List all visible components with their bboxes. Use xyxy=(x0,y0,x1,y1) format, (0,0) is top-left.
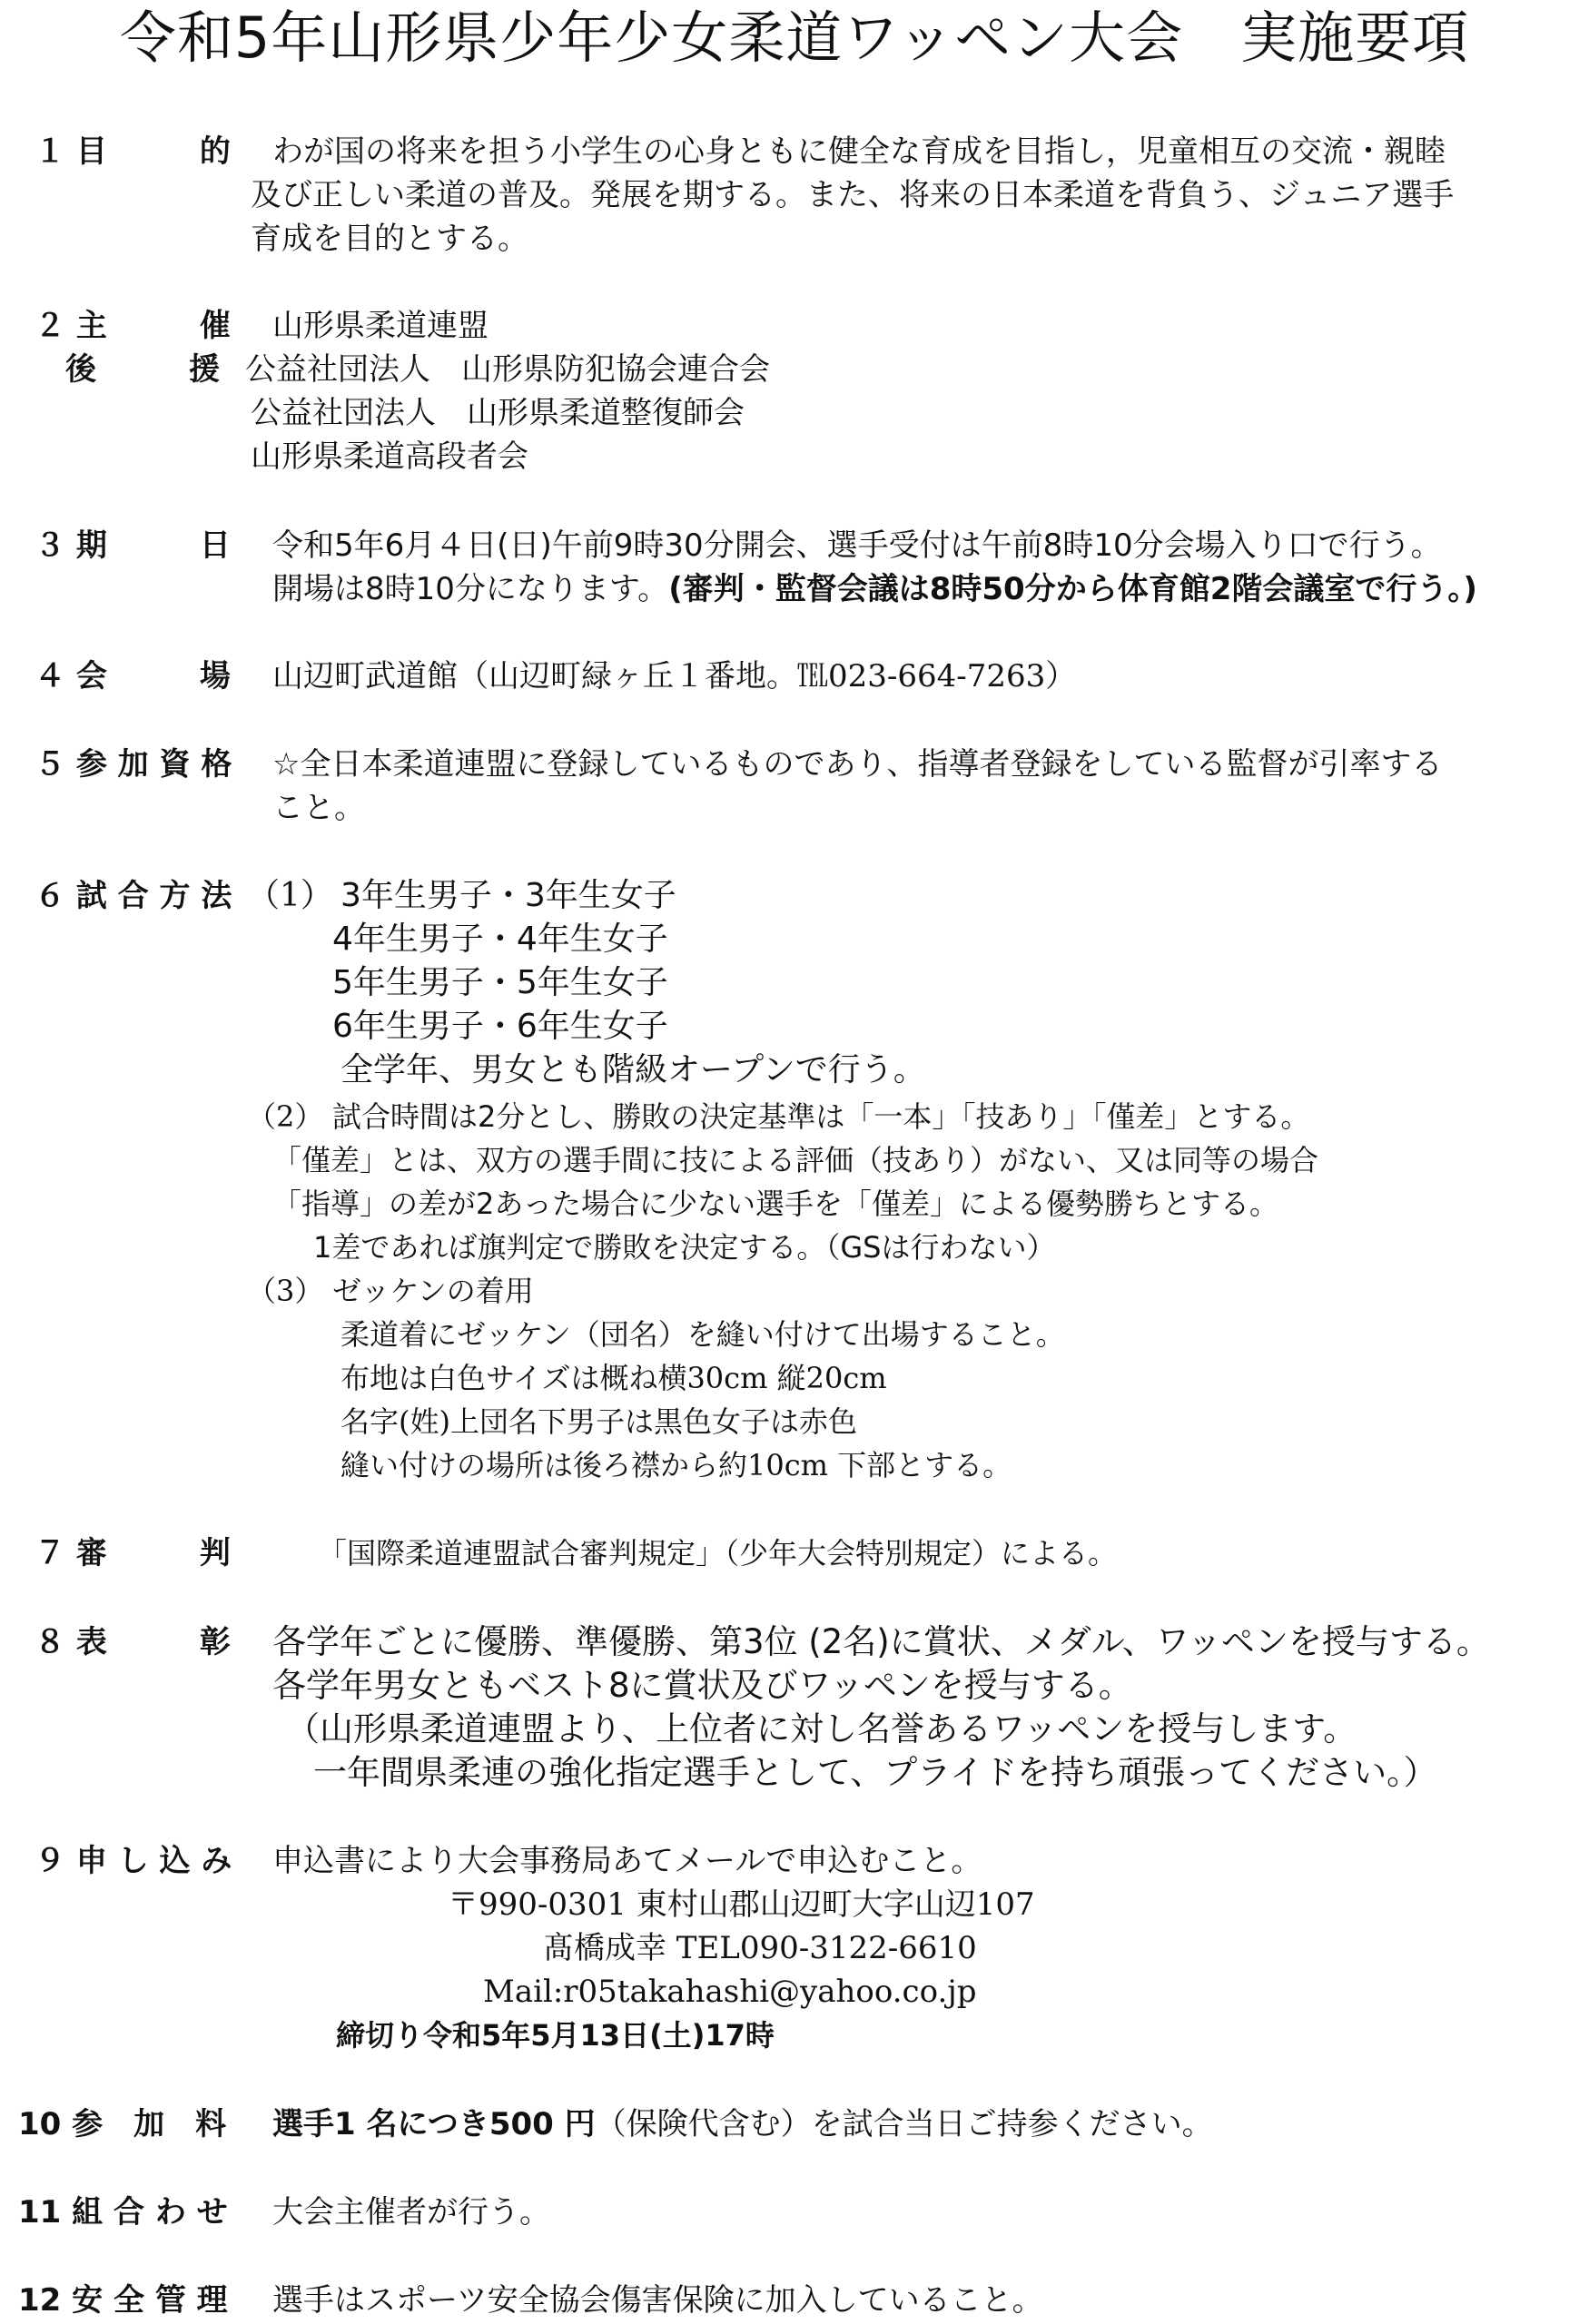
entry-fee xyxy=(272,2102,1213,2146)
section-1-heading: １ 目 的 xyxy=(35,133,231,170)
section-7-heading: ７ 審 判 xyxy=(35,1535,231,1571)
bib-line-3: 布地は白色サイズは概ね横30cm 縦20cm xyxy=(340,1361,887,1395)
application-deadline: 締切り令和5年5月13日(土)17時 xyxy=(336,2018,775,2053)
supporter-3: 山形県柔道高段者会 xyxy=(251,438,528,475)
rule-line-1: 試合時間は2分とし、勝敗の決定基準は「一本」「技あり」「僅差」とする。 xyxy=(332,1099,1310,1134)
category-line-3: 5年生男子・5年生女子 xyxy=(332,964,668,1001)
purpose-line-2: 及び正しい柔道の普及。発展を期する。また、将来の日本柔道を背負う、ジュニア選手 xyxy=(251,177,1455,213)
award-line-3: （山形県柔道連盟より、上位者に対し名誉あるワッペンを授与します。 xyxy=(286,1709,1357,1748)
supporter-1: 公益社団法人 山形県防犯協会連合会 xyxy=(245,351,770,388)
application-address: 〒990-0301 東村山郡山辺町大字山辺107 xyxy=(448,1886,1035,1923)
category-line-1: 3年生男子・3年生女子 xyxy=(340,877,676,914)
category-open-note: 全学年、男女とも階級オープンで行う。 xyxy=(340,1051,926,1088)
entry-fee-amount: 選手1 名につき500 円 xyxy=(272,2106,596,2142)
application-contact: 髙橋成幸 TEL090-3122-6610 xyxy=(543,1930,977,1966)
section-3-heading: ３ 期 日 xyxy=(35,527,231,564)
method-2-number: （2） xyxy=(247,1099,324,1134)
bib-line-2: 柔道着にゼッケン（団名）を縫い付けて出場すること。 xyxy=(340,1317,1065,1352)
application-email[interactable]: Mail:r05takahashi@yahoo.co.jp xyxy=(483,1974,977,2010)
venue: 山辺町武道館（山辺町緑ヶ丘１番地。℡023-664-7263） xyxy=(272,658,1077,694)
method-3-number: （3） xyxy=(247,1274,324,1308)
section-5-heading: ５ 参 加 資 格 xyxy=(35,746,232,783)
rule-line-3: 「指導」の差が2あった場合に少ない選手を「僅差」による優勢勝ちとする。 xyxy=(272,1187,1279,1221)
document-title: 令和5年山形県少年少女柔道ワッペン大会 実施要項 xyxy=(119,5,1470,71)
meeting-note: (審判・監督会議は8時50分から体育館2階会議室で行う。) xyxy=(668,571,1477,607)
pairing: 大会主催者が行う。 xyxy=(272,2194,550,2230)
award-line-4: 一年間県柔連の強化指定選手として、プライドを持ち頑張ってください。） xyxy=(313,1753,1437,1792)
entry-fee-note: （保険代含む）を試合当日ご持参ください。 xyxy=(595,2106,1213,2142)
section-10-heading: 10 参 加 料 xyxy=(18,2106,227,2142)
supporter-2: 公益社団法人 山形県柔道整復師会 xyxy=(251,395,745,431)
section-6-heading: ６ 試 合 方 法 xyxy=(35,878,232,914)
section-4-heading: ４ 会 場 xyxy=(35,658,231,694)
section-8-heading: ８ 表 彰 xyxy=(35,1624,231,1660)
purpose-line-3: 育成を目的とする。 xyxy=(251,221,528,257)
award-line-1: 各学年ごとに優勝、準優勝、第3位 (2名)に賞状、メダル、ワッペンを授与する。 xyxy=(272,1622,1490,1661)
eligibility-line-1: ☆全日本柔道連盟に登録しているものであり、指導者登録をしている監督が引率する xyxy=(272,746,1443,783)
support-heading: 後 援 xyxy=(65,351,220,388)
section-11-heading: 11 組 合 わ せ xyxy=(18,2194,228,2230)
section-9-heading: ９ 申 し 込 み xyxy=(35,1843,232,1879)
method-1-number: （1） xyxy=(247,877,333,914)
award-line-2: 各学年男女ともベスト8に賞状及びワッペンを授与する。 xyxy=(272,1666,1132,1705)
category-line-4: 6年生男子・6年生女子 xyxy=(332,1008,668,1045)
application-method: 申込書により大会事務局あてメールで申込むこと。 xyxy=(272,1843,982,1879)
bib-line-4: 名字(姓)上団名下男子は黒色女子は赤色 xyxy=(340,1404,857,1439)
safety-insurance: 選手はスポーツ安全協会傷害保険に加入していること。 xyxy=(272,2282,1043,2319)
rule-line-4: 1差であれば旗判定で勝敗を決定する。（GSは行わない） xyxy=(313,1230,1056,1265)
opening-time: 開場は8時10分になります。 xyxy=(272,571,669,607)
category-line-2: 4年生男子・4年生女子 xyxy=(332,921,668,958)
purpose-line-1: わが国の将来を担う小学生の心身ともに健全な育成を目指し，児童相互の交流・親睦 xyxy=(272,133,1446,170)
section-2-heading: ２ 主 催 xyxy=(35,308,231,344)
referee-rule: 「国際柔道連盟試合審判規定」（少年大会特別規定）による。 xyxy=(318,1536,1118,1571)
organizer: 山形県柔道連盟 xyxy=(272,308,489,344)
eligibility-line-2: こと。 xyxy=(272,790,365,826)
date-line-1: 令和5年6月４日(日)午前9時30分開会、選手受付は午前8時10分会場入り口で行う。 xyxy=(272,527,1442,564)
date-line-2 xyxy=(272,567,1477,611)
bib-line-5: 縫い付けの場所は後ろ襟から約10cm 下部とする。 xyxy=(340,1448,1012,1482)
section-12-heading: 12 安 全 管 理 xyxy=(18,2282,228,2319)
rule-line-2: 「僅差」とは、双方の選手間に技による評価（技あり）がない、又は同等の場合 xyxy=(272,1143,1319,1177)
bib-line-1: ゼッケンの着用 xyxy=(332,1274,534,1308)
